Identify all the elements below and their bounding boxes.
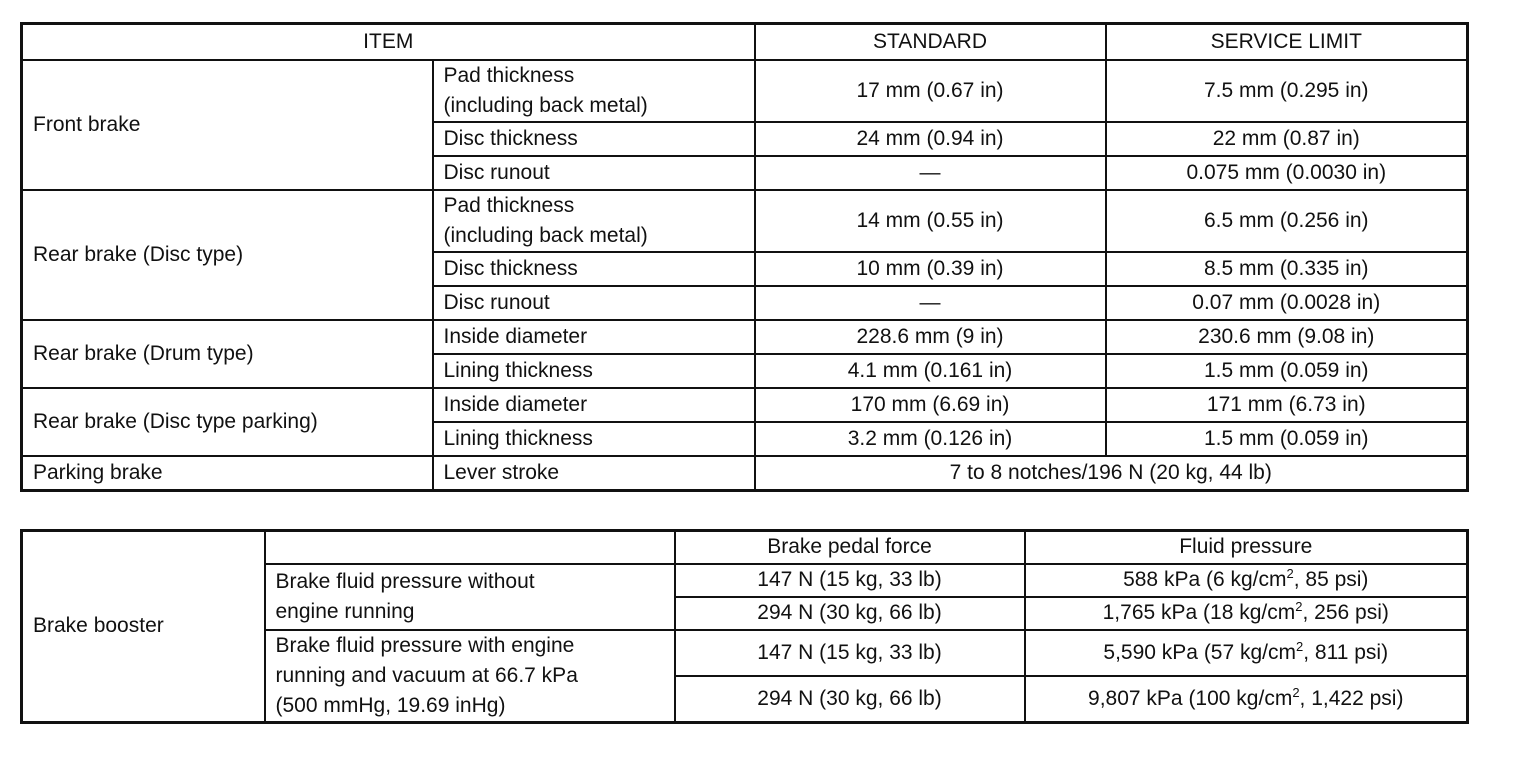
brake-spec-table (20, 22, 1469, 492)
limit-cell: 0.075 mm (0.0030 in) (1106, 156, 1468, 190)
limit-cell: 1.5 mm (0.059 in) (1106, 422, 1468, 456)
superscript: 2 (1292, 684, 1300, 700)
item-cell: Inside diameter (433, 388, 755, 422)
limit-cell: 171 mm (6.73 in) (1106, 388, 1468, 422)
item-cell: Disc runout (433, 286, 755, 320)
limit-cell: 6.5 mm (0.256 in) (1106, 190, 1468, 252)
item-cell: Inside diameter (433, 320, 755, 354)
item-cell: Disc thickness (433, 252, 755, 286)
superscript: 2 (1295, 599, 1303, 614)
limit-cell: 0.07 mm (0.0028 in) (1106, 286, 1468, 320)
pressure-text: , 256 psi) (1302, 601, 1389, 624)
table-row (22, 456, 1468, 490)
empty-header-cell (265, 531, 675, 564)
header-standard: STANDARD (755, 24, 1106, 61)
group-rear-brake-disc-parking: Rear brake (Disc type parking) (22, 388, 433, 456)
group-parking-brake: Parking brake (22, 456, 433, 490)
table-row (22, 190, 1468, 252)
header-row (22, 24, 1468, 61)
group-brake-booster: Brake booster (22, 531, 265, 723)
brake-booster-table (20, 529, 1469, 724)
condition-cell: Brake fluid pressure without engine running (265, 564, 675, 630)
pressure-cell (1025, 564, 1468, 597)
item-cell: Lining thickness (433, 422, 755, 456)
standard-cell: 17 mm (0.67 in) (755, 60, 1106, 122)
group-rear-brake-disc: Rear brake (Disc type) (22, 190, 433, 320)
standard-cell: 4.1 mm (0.161 in) (755, 354, 1106, 388)
superscript: 2 (1286, 566, 1294, 581)
limit-cell: 7.5 mm (0.295 in) (1106, 60, 1468, 122)
standard-cell: — (755, 286, 1106, 320)
item-cell: Lining thickness (433, 354, 755, 388)
item-cell: Pad thickness (including back metal) (433, 190, 755, 252)
standard-cell: 170 mm (6.69 in) (755, 388, 1106, 422)
pressure-text: 588 kPa (6 kg/cm (1123, 568, 1287, 591)
table-row (22, 60, 1468, 122)
standard-cell: 24 mm (0.94 in) (755, 122, 1106, 156)
table-row (22, 388, 1468, 422)
standard-cell: 228.6 mm (9 in) (755, 320, 1106, 354)
force-cell: 294 N (30 kg, 66 lb) (675, 597, 1025, 630)
item-cell: Disc runout (433, 156, 755, 190)
pressure-cell (1025, 597, 1468, 630)
pressure-text: 1,765 kPa (18 kg/cm (1102, 601, 1296, 624)
limit-cell: 230.6 mm (9.08 in) (1106, 320, 1468, 354)
group-rear-brake-drum: Rear brake (Drum type) (22, 320, 433, 388)
force-cell: 147 N (15 kg, 33 lb) (675, 564, 1025, 597)
group-front-brake: Front brake (22, 60, 433, 190)
pressure-text: , 1,422 psi) (1299, 686, 1404, 710)
item-cell: Lever stroke (433, 456, 755, 490)
standard-cell: — (755, 156, 1106, 190)
force-cell: 147 N (15 kg, 33 lb) (675, 630, 1025, 676)
item-cell: Pad thickness (including back metal) (433, 60, 755, 122)
pressure-text: 5,590 kPa (57 kg/cm (1103, 640, 1297, 664)
header-fluid-pressure: Fluid pressure (1025, 531, 1468, 564)
header-row (22, 531, 1468, 564)
header-pedal-force: Brake pedal force (675, 531, 1025, 564)
limit-cell: 1.5 mm (0.059 in) (1106, 354, 1468, 388)
table-row (22, 320, 1468, 354)
pressure-text: , 811 psi) (1303, 640, 1389, 664)
item-cell: Disc thickness (433, 122, 755, 156)
value-cell: 7 to 8 notches/196 N (20 kg, 44 lb) (755, 456, 1468, 490)
standard-cell: 10 mm (0.39 in) (755, 252, 1106, 286)
pressure-cell (1025, 630, 1468, 676)
header-service-limit: SERVICE LIMIT (1106, 24, 1468, 61)
limit-cell: 8.5 mm (0.335 in) (1106, 252, 1468, 286)
force-cell: 294 N (30 kg, 66 lb) (675, 676, 1025, 722)
header-item: ITEM (22, 24, 755, 61)
pressure-cell (1025, 676, 1468, 722)
condition-cell: Brake fluid pressure with engine running and vacuum at 66.7 kPa (500 mmHg, 19.69 inHg) (265, 630, 675, 723)
superscript: 2 (1296, 638, 1304, 654)
pressure-text: 9,807 kPa (100 kg/cm (1088, 686, 1293, 710)
standard-cell: 14 mm (0.55 in) (755, 190, 1106, 252)
pressure-text: , 85 psi) (1293, 568, 1369, 591)
limit-cell: 22 mm (0.87 in) (1106, 122, 1468, 156)
standard-cell: 3.2 mm (0.126 in) (755, 422, 1106, 456)
